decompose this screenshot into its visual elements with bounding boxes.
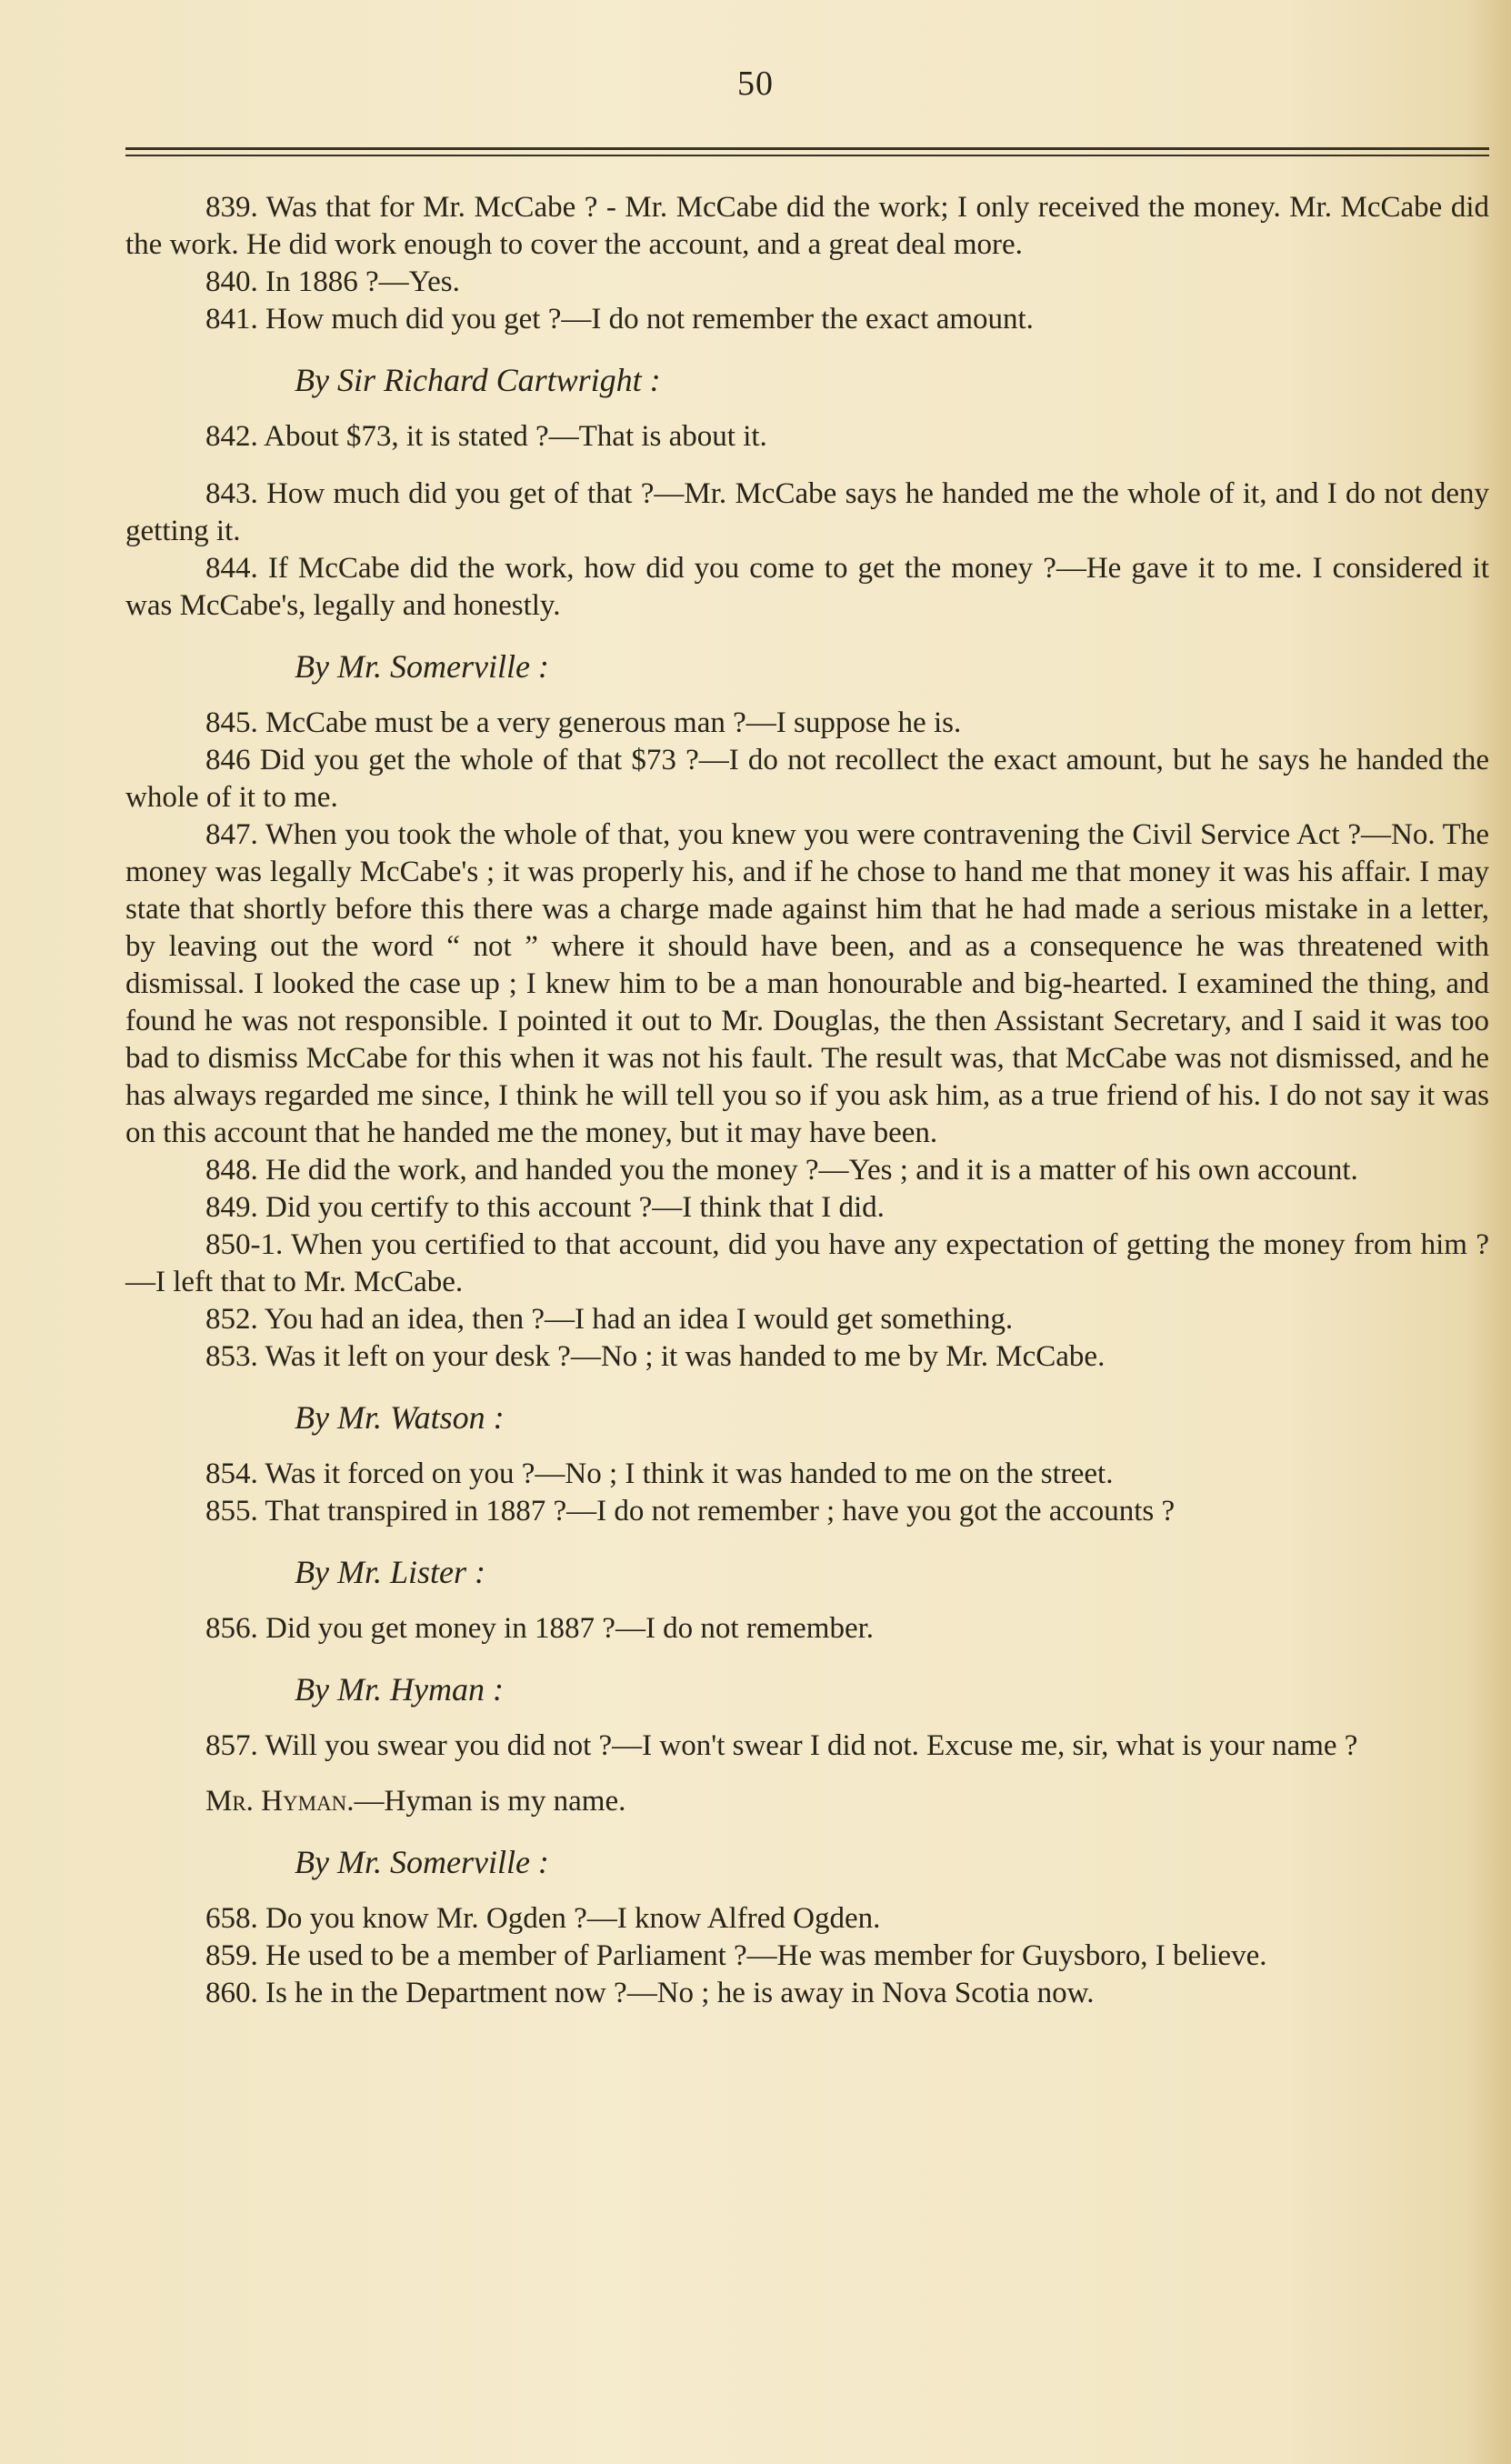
question-answer-paragraph: 852. You had an idea, then ?—I had an idea I would get something.	[205, 1303, 1014, 1336]
question-answer-paragraph: 845. McCabe must be a very generous man ?—I suppose he is.	[205, 706, 962, 739]
speaker-statement	[125, 1783, 1489, 1820]
question-answer-paragraph: 859. He used to be a member of Parliament ?—He was member for Guysboro, I believe.	[205, 1939, 1267, 1972]
question-answer-paragraph: 844. If McCabe did the work, how did you come to get the money ?—He gave it to me. I considered it was McCabe's, legally and honestly.	[125, 552, 1489, 622]
question-answer-paragraph: 842. About $73, it is stated ?—That is about it.	[205, 420, 767, 453]
examiner-heading: By Mr. Watson :	[295, 1399, 505, 1436]
question-answer-paragraph: 848. He did the work, and handed you the money ?—Yes ; and it is a matter of his own account.	[205, 1154, 1358, 1187]
header-rule-secondary	[125, 155, 1489, 156]
question-answer-paragraph: 658. Do you know Mr. Ogden ?—I know Alfred Ogden.	[205, 1902, 881, 1935]
examiner-heading: By Mr. Somerville :	[295, 648, 549, 685]
question-answer-paragraph: 855. That transpired in 1887 ?—I do not remember ; have you got the accounts ?	[205, 1495, 1176, 1527]
question-answer-paragraph: 843. How much did you get of that ?—Mr. McCabe says he handed me the whole of it, and I do not deny getting it.	[125, 477, 1489, 547]
examiner-heading: By Sir Richard Cartwright :	[295, 362, 661, 398]
question-answer-paragraph: 839. Was that for Mr. McCabe ? - Mr. McCabe did the work; I only received the money. Mr. McCabe did the work. He did work enough to cover the account, and a great deal more.	[125, 191, 1489, 261]
testimony-text	[125, 189, 1489, 2012]
question-answer-paragraph: 840. In 1886 ?—Yes.	[205, 265, 460, 298]
question-answer-paragraph: 846 Did you get the whole of that $73 ?—I do not recollect the exact amount, but he says he handed the whole of it to me.	[125, 744, 1489, 814]
question-answer-paragraph: 854. Was it forced on you ?—No ; I think it was handed to me on the street.	[205, 1457, 1114, 1490]
question-answer-paragraph: 860. Is he in the Department now ?—No ; he is away in Nova Scotia now.	[205, 1977, 1095, 2009]
question-answer-paragraph: 857. Will you swear you did not ?—I won't swear I did not. Excuse me, sir, what is your name ?	[205, 1729, 1358, 1762]
examiner-heading: By Mr. Lister :	[295, 1554, 485, 1590]
statement-text: —Hyman is my name.	[354, 1785, 626, 1818]
question-answer-paragraph: 856. Did you get money in 1887 ?—I do not remember.	[205, 1612, 875, 1645]
paragraph-gap	[125, 456, 1489, 476]
examiner-heading: By Mr. Hyman :	[295, 1671, 504, 1708]
header-rule	[125, 147, 1489, 150]
question-answer-paragraph: 850-1. When you certified to that account, did you have any expectation of getting the money from him ?—I left that to Mr. McCabe.	[125, 1228, 1489, 1298]
question-answer-paragraph: 849. Did you certify to this account ?—I think that I did.	[205, 1191, 885, 1224]
question-answer-paragraph: 847. When you took the whole of that, you knew you were contravening the Civil Service Act ?—No. The money was legally McCabe's ; it was properly his, and if he chose to hand me that money it was his affair. I may state that shortly before this there was a charge made against him that he had made a serious mistake in a letter, by leaving out the word “ not ” where it should have been, and as a consequence he was threatened with dismissal. I looked the case up ; I knew him to be a man honourable and big-hearted. I examined the thing, and found he was not responsible. I pointed it out to Mr. Douglas, the then Assistant Secretary, and I said it was too bad to dismiss McCabe for this when it was not his fault. The result was, that McCabe was not dismissed, and he has always regarded me since, I think he will tell you so if you ask him, as a true friend of his. I do not say it was on this account that he handed me the money, but it may have been.	[125, 818, 1489, 1149]
page-number: 50	[737, 65, 774, 103]
question-answer-paragraph: 853. Was it left on your desk ?—No ; it was handed to me by Mr. McCabe.	[205, 1340, 1106, 1373]
speaker-name: Mr. Hyman.	[205, 1785, 355, 1818]
examiner-heading: By Mr. Somerville :	[295, 1844, 549, 1880]
question-answer-paragraph: 841. How much did you get ?—I do not remember the exact amount.	[205, 303, 1034, 336]
